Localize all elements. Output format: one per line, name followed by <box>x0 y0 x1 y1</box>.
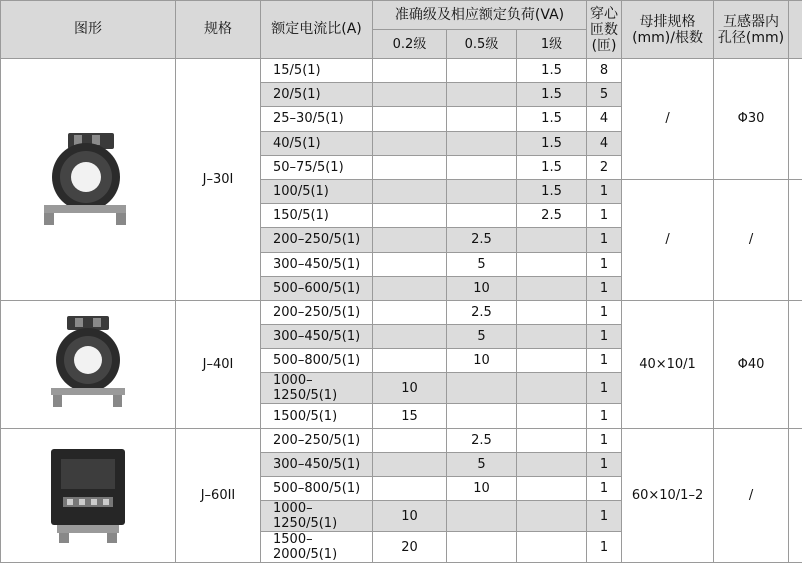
class-05-cell <box>447 83 517 107</box>
class-05-cell <box>447 373 517 404</box>
busbar-cell: / <box>622 59 714 180</box>
hole-diameter-cell: / <box>714 179 789 300</box>
header-accuracy-group: 准确级及相应额定负荷(VA) <box>373 1 587 30</box>
class-1-cell <box>517 404 587 428</box>
class-02-cell <box>373 228 447 252</box>
class-05-cell: 10 <box>447 276 517 300</box>
class-05-cell: 2.5 <box>447 228 517 252</box>
header-class-1: 1级 <box>517 30 587 59</box>
class-1-cell: 1.5 <box>517 107 587 131</box>
header-hole <box>714 1 789 59</box>
ratio-cell: 20/5(1) <box>261 83 373 107</box>
header-busbar-line1: 母排规格 <box>622 14 713 30</box>
hole-diameter-cell: Φ30 <box>714 59 789 180</box>
class-1-cell <box>517 349 587 373</box>
busbar-cell: / <box>622 179 714 300</box>
class-02-cell <box>373 83 447 107</box>
class-1-cell <box>517 373 587 404</box>
class-05-cell: 2.5 <box>447 428 517 452</box>
class-05-cell: 5 <box>447 325 517 349</box>
extra-column-cell <box>789 300 802 428</box>
turns-cell: 1 <box>587 428 622 452</box>
product-image-cell <box>1 428 176 563</box>
class-02-cell <box>373 428 447 452</box>
hole-diameter-cell: Φ40 <box>714 300 789 428</box>
class-05-cell <box>447 107 517 131</box>
class-05-cell: 10 <box>447 349 517 373</box>
turns-cell: 1 <box>587 204 622 228</box>
extra-column-cell <box>789 428 802 563</box>
class-02-cell <box>373 276 447 300</box>
class-02-cell <box>373 107 447 131</box>
table-row <box>1 300 802 324</box>
ratio-cell: 25–30/5(1) <box>261 107 373 131</box>
ratio-cell: 500–800/5(1) <box>261 477 373 501</box>
class-1-cell <box>517 532 587 563</box>
class-05-cell <box>447 179 517 203</box>
ratio-cell: 150/5(1) <box>261 204 373 228</box>
ratio-cell: 300–450/5(1) <box>261 252 373 276</box>
class-02-cell <box>373 477 447 501</box>
class-05-cell <box>447 501 517 532</box>
ratio-cell: 1500–2000/5(1) <box>261 532 373 563</box>
class-05-cell <box>447 155 517 179</box>
header-busbar <box>622 1 714 59</box>
ratio-cell: 300–450/5(1) <box>261 325 373 349</box>
class-1-cell <box>517 300 587 324</box>
header-turns <box>587 1 622 59</box>
class-05-cell <box>447 131 517 155</box>
turns-cell: 1 <box>587 276 622 300</box>
model-cell: J–30I <box>176 59 261 301</box>
turns-cell: 1 <box>587 373 622 404</box>
ratio-cell: 100/5(1) <box>261 179 373 203</box>
header-class-05: 0.5级 <box>447 30 517 59</box>
class-1-cell: 1.5 <box>517 83 587 107</box>
class-02-cell <box>373 252 447 276</box>
class-02-cell <box>373 155 447 179</box>
class-02-cell: 10 <box>373 501 447 532</box>
class-1-cell <box>517 428 587 452</box>
class-02-cell <box>373 204 447 228</box>
toroidal-ct-j40-icon <box>43 314 133 414</box>
ratio-cell: 300–450/5(1) <box>261 452 373 476</box>
extra-column-cell <box>789 179 802 300</box>
class-1-cell: 1.5 <box>517 59 587 83</box>
turns-cell: 1 <box>587 300 622 324</box>
ratio-cell: 200–250/5(1) <box>261 228 373 252</box>
header-busbar-line2: (mm)/根数 <box>622 30 713 46</box>
ratio-cell: 50–75/5(1) <box>261 155 373 179</box>
model-cell: J–60II <box>176 428 261 563</box>
class-05-cell <box>447 532 517 563</box>
turns-cell: 1 <box>587 404 622 428</box>
model-cell: J–40I <box>176 300 261 428</box>
table-row <box>1 59 802 83</box>
turns-cell: 8 <box>587 59 622 83</box>
ratio-cell: 1000–1250/5(1) <box>261 373 373 404</box>
header-hole-line2: 孔径(mm) <box>714 30 788 46</box>
table-body <box>1 59 802 563</box>
class-02-cell <box>373 349 447 373</box>
class-1-cell <box>517 452 587 476</box>
turns-cell: 1 <box>587 501 622 532</box>
ratio-cell: 1000–1250/5(1) <box>261 501 373 532</box>
turns-cell: 1 <box>587 452 622 476</box>
busbar-cell: 40×10/1 <box>622 300 714 428</box>
class-02-cell <box>373 179 447 203</box>
class-02-cell: 20 <box>373 532 447 563</box>
ratio-cell: 500–800/5(1) <box>261 349 373 373</box>
class-05-cell <box>447 204 517 228</box>
class-02-cell <box>373 59 447 83</box>
product-image-cell <box>1 300 176 428</box>
turns-cell: 1 <box>587 477 622 501</box>
class-1-cell <box>517 325 587 349</box>
class-1-cell: 1.5 <box>517 131 587 155</box>
class-02-cell: 15 <box>373 404 447 428</box>
class-1-cell <box>517 501 587 532</box>
ratio-cell: 40/5(1) <box>261 131 373 155</box>
class-05-cell: 10 <box>447 477 517 501</box>
class-1-cell <box>517 477 587 501</box>
class-05-cell <box>447 404 517 428</box>
class-05-cell: 5 <box>447 452 517 476</box>
class-02-cell <box>373 452 447 476</box>
class-1-cell: 1.5 <box>517 179 587 203</box>
class-1-cell <box>517 228 587 252</box>
class-1-cell: 2.5 <box>517 204 587 228</box>
product-image-cell <box>1 59 176 301</box>
hole-diameter-cell: / <box>714 428 789 563</box>
class-02-cell <box>373 325 447 349</box>
toroidal-ct-j30-icon <box>38 129 138 229</box>
class-1-cell <box>517 252 587 276</box>
header-extra <box>789 1 802 59</box>
table-row <box>1 428 802 452</box>
header-turns-line1: 穿心 <box>587 6 621 22</box>
header-class-02: 0.2级 <box>373 30 447 59</box>
turns-cell: 1 <box>587 179 622 203</box>
class-05-cell <box>447 59 517 83</box>
turns-cell: 1 <box>587 228 622 252</box>
header-ratio: 额定电流比(A) <box>261 1 373 59</box>
ratio-cell: 15/5(1) <box>261 59 373 83</box>
class-02-cell: 10 <box>373 373 447 404</box>
busbar-cell: 60×10/1–2 <box>622 428 714 563</box>
class-1-cell: 1.5 <box>517 155 587 179</box>
class-05-cell: 5 <box>447 252 517 276</box>
class-1-cell <box>517 276 587 300</box>
header-spec: 规格 <box>176 1 261 59</box>
turns-cell: 4 <box>587 107 622 131</box>
ratio-cell: 1500/5(1) <box>261 404 373 428</box>
turns-cell: 1 <box>587 325 622 349</box>
ratio-cell: 500–600/5(1) <box>261 276 373 300</box>
header-turns-line2: 匝数 <box>587 22 621 38</box>
class-02-cell <box>373 300 447 324</box>
turns-cell: 1 <box>587 252 622 276</box>
header-hole-line1: 互感器内 <box>714 14 788 30</box>
extra-column-cell <box>789 59 802 180</box>
ratio-cell: 200–250/5(1) <box>261 300 373 324</box>
rectangular-ct-j60-icon <box>43 445 133 545</box>
turns-cell: 4 <box>587 131 622 155</box>
class-05-cell: 2.5 <box>447 300 517 324</box>
turns-cell: 1 <box>587 349 622 373</box>
class-02-cell <box>373 131 447 155</box>
turns-cell: 1 <box>587 532 622 563</box>
ratio-cell: 200–250/5(1) <box>261 428 373 452</box>
turns-cell: 2 <box>587 155 622 179</box>
header-turns-line3: (匝) <box>587 38 621 54</box>
header-figure: 图形 <box>1 1 176 59</box>
turns-cell: 5 <box>587 83 622 107</box>
